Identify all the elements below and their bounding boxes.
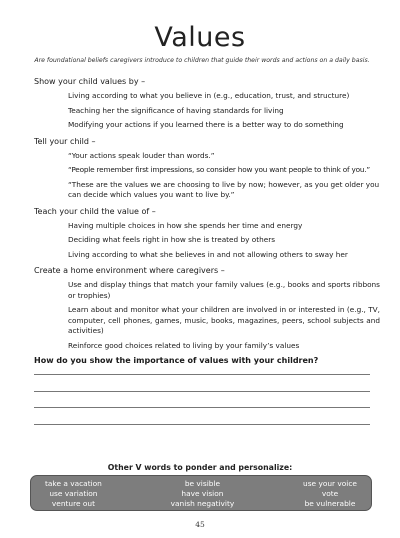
- list-item: Modifying your actions if you learned there is a better way to do something: [68, 120, 344, 129]
- list-item: Deciding what feels right in how she is treated by others: [68, 235, 275, 244]
- word-item: use your voice: [303, 479, 357, 488]
- section-heading-tell: Tell your child –: [34, 136, 96, 146]
- list-item: Teaching her the significance of having standards for living: [68, 105, 284, 115]
- word-item: vanish negativity: [170, 499, 235, 508]
- word-column: [171, 479, 235, 507]
- word-item: vote: [321, 489, 339, 498]
- word-item: use variation: [49, 489, 98, 498]
- list-item: Reinforce good choices related to living by your family’s values: [68, 340, 300, 350]
- answer-line: [34, 407, 370, 408]
- word-column: [45, 479, 102, 507]
- list-item: Having multiple choices in how she spends her time and energy: [68, 220, 303, 230]
- content-body: [34, 76, 380, 366]
- answer-line: [34, 424, 370, 425]
- answer-lines: [34, 374, 370, 440]
- page-number: 45: [195, 520, 205, 529]
- section-heading-teach: Teach your child the value of –: [34, 206, 156, 216]
- list-item: “People remember first impressions, so consider how you want people to think of you.”: [68, 165, 370, 174]
- reflection-question: How do you show the importance of values with your children?: [34, 356, 319, 365]
- list-item: Living according to what you believe in (e.g., education, trust, and structure): [68, 91, 350, 100]
- word-item: be vulnerable: [304, 499, 356, 508]
- section-heading-show: Show your child values by –: [34, 77, 146, 86]
- word-column: [303, 479, 357, 507]
- word-item: venture out: [51, 499, 95, 508]
- word-item: take a vacation: [45, 479, 102, 488]
- other-words-box: [30, 475, 372, 511]
- page-title: Values: [154, 22, 246, 53]
- word-item: have vision: [181, 489, 224, 498]
- page-subtitle: Are foundational beliefs caregivers introduce to children that guide their words and actions on a daily basis.: [34, 57, 370, 64]
- list-item: Use and display things that match your family values (e.g., books and sports ribbons or trophies): [68, 280, 380, 300]
- list-item: Living according to what she believes in and not allowing others to sway her: [68, 249, 348, 259]
- answer-line: [34, 391, 370, 392]
- list-item: “Your actions speak louder than words.”: [68, 150, 215, 160]
- section-heading-create: Create a home environment where caregivers –: [34, 266, 225, 275]
- other-words-heading: Other V words to ponder and personalize:: [107, 463, 293, 472]
- answer-line: [34, 374, 370, 375]
- list-item: “These are the values we are choosing to live by now; however, as you get older you can decide which values you want to live by.”: [68, 179, 380, 199]
- word-item: be visible: [184, 479, 221, 488]
- list-item: Learn about and monitor what your children are involved in or interested in (e.g., TV, computer, cell phones, games, music, books, magazines, peers, school subjects and activities): [68, 305, 380, 335]
